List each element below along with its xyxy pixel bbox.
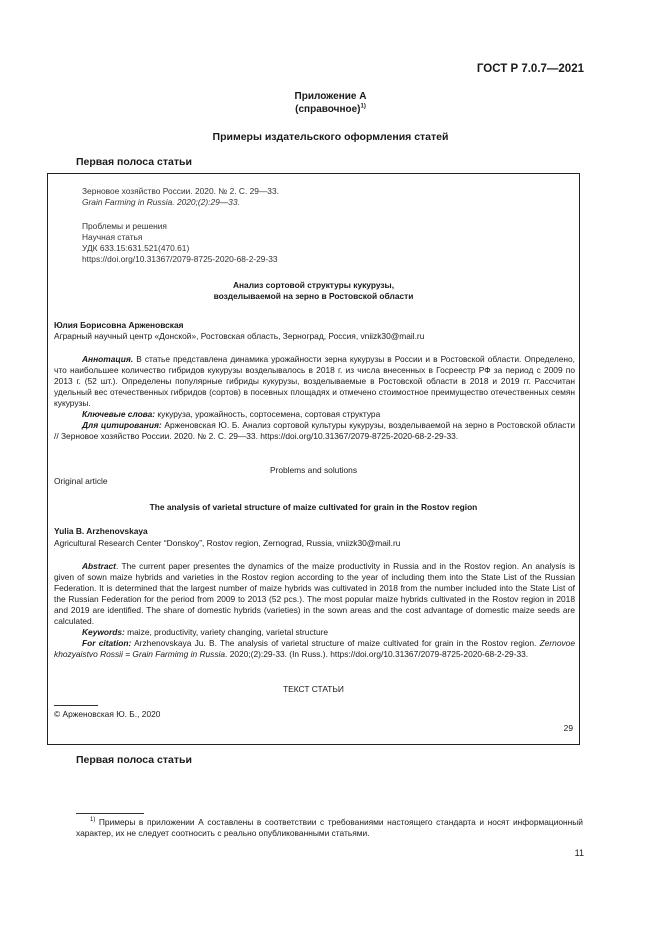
abstract-ru-text: В статье представлена динамика урожайности зерна кукурузы в России и в Ростовской области. Определено, что наибольшее количество гибридов кукурузы возделывалось в 2018 г. из числа внесенных в Госреестр РФ за период с 2009 по 2013 г. (52 шт.). Определены популярные гибриды кукурузы, возделываемые в Ростовской области в 2018 и 2019 гг. Рассчитан удельный вес отечественных гибридов (сортов) в посевных площадях и отмечено стоимостное преимущество отечественных семян кукурузы. bbox=[54, 354, 575, 408]
keywords-ru-text: кукуруза, урожайность, сортосемена, сортовая структура bbox=[155, 409, 381, 419]
citation-en-text-1: Arzhenovskaya Ju. B. The analysis of varietal structure of maize cultivated for grain in the Rostov region. bbox=[131, 638, 540, 648]
article-title-en: The analysis of varietal structure of maize cultivated for grain in the Rostov region bbox=[149, 502, 478, 512]
footnote bbox=[76, 817, 583, 839]
author-ru: Юлия Борисовна Арженовская bbox=[54, 320, 184, 330]
rubric-en: Problems and solutions bbox=[269, 465, 358, 475]
citation-en-text-2: . 2020;(2):29-33. (In Russ.). https://doi.org/10.31367/2079-8725-2020-68-2-29-33. bbox=[225, 649, 529, 659]
footnote-ref: 1) bbox=[360, 103, 366, 110]
article-title-ru bbox=[48, 280, 579, 302]
abstract-ru bbox=[54, 354, 575, 442]
doi: https://doi.org/10.31367/2079-8725-2020-68-2-29-33 bbox=[82, 254, 278, 264]
keywords-en-text: maize, productivity, variety changing, varietal structure bbox=[124, 627, 329, 637]
citation-en-label: For citation: bbox=[82, 638, 132, 648]
rubric: Проблемы и решения bbox=[82, 221, 167, 231]
appendix-subtitle-text: (справочное) bbox=[295, 104, 361, 115]
abstract-en bbox=[54, 561, 575, 660]
citation-en-journal: Zernovoe khozyaistvo Rossii = Grain Farmimg in Russia bbox=[54, 638, 575, 659]
source-ru: Зерновое хозяйство России. 2020. № 2. С. 29—33. bbox=[82, 186, 279, 196]
footnote-rule bbox=[76, 813, 144, 814]
article-type: Научная статья bbox=[82, 232, 143, 242]
citation-ru bbox=[54, 420, 575, 442]
udc: УДК 633.15:631.521(470.61) bbox=[82, 243, 190, 253]
abstract-en-label: Abstract bbox=[82, 561, 116, 571]
copyright: © Арженовская Ю. Б., 2020 bbox=[54, 709, 161, 719]
affiliation-ru: Аграрный научный центр «Донской», Ростовская область, Зерноград, Россия, vniizk30@mail.ru bbox=[54, 331, 425, 341]
title-line-1: Анализ сортовой структуры кукурузы, bbox=[232, 280, 395, 290]
author-en: Yulia B. Arzhenovskaya bbox=[54, 526, 148, 536]
citation-ru-text: Арженовская Ю. Б. Анализ сортовой культуры кукурузы, возделываемой на зерно в Ростовской области // Зерновое хозяйство России. 2020. № 2. С. 29—33. https://doi.org/10.31367/2079-8725-2020-68-2-29-33. bbox=[54, 420, 575, 441]
page-number: 11 bbox=[574, 848, 584, 858]
body-placeholder: ТЕКСТ СТАТЬИ bbox=[283, 684, 344, 694]
section-heading-top: Первая полоса статьи bbox=[76, 156, 192, 168]
source-en: Grain Farming in Russia. 2020;(2):29—33. bbox=[82, 197, 240, 207]
abstract-ru-label: Аннотация. bbox=[82, 354, 134, 364]
citation-en bbox=[54, 638, 575, 660]
keywords-en-label: Keywords: bbox=[82, 627, 125, 637]
appendix-title: Приложение А bbox=[294, 91, 367, 102]
article-type-en: Original article bbox=[54, 476, 108, 486]
footnote-marker: 1) bbox=[90, 817, 96, 824]
abstract-en-text: . The current paper presentes the dynamics of the maize productivity in Russia and in the Rostov region. An analysis is given of sown maize hybrids and varieties in the Rostov region according to the year of including them into the State List of the Russian Federation. It is determined that the largest number of maize hybrids was cultivated in 2018 from the number included into the State List of the Russian Federation for the period from 2009 to 2013 (52 pcs.). The most popular maize hybrids cultivated in the Rostov region in 2018 and 2019 are identified. The share of domestic hybrids (varieties) in the sown areas and the cost advantage of domestic maize seeds are calculated. bbox=[54, 561, 575, 626]
meta-block bbox=[82, 221, 542, 265]
section-heading-bottom: Первая полоса статьи bbox=[76, 754, 192, 766]
footnote-text: Примеры в приложении А составлены в соответствии с требованиями настоящего стандарта и носят информационный характер, их не следует соотносить с реально опубликованными статьями. bbox=[76, 817, 583, 838]
article-page-number: 29 bbox=[563, 723, 573, 733]
appendix-subtitle bbox=[0, 104, 661, 115]
affiliation-en: Agricultural Research Center “Donskoy”, Rostov region, Zernograd, Russia, vniizk30@mail.ru bbox=[54, 538, 401, 548]
keywords-ru bbox=[54, 409, 575, 420]
copyright-rule bbox=[54, 705, 98, 706]
source-block bbox=[82, 186, 542, 208]
standard-designation: ГОСТ Р 7.0.7—2021 bbox=[476, 63, 584, 75]
article-sample-frame bbox=[47, 173, 580, 745]
title-line-2: возделываемой на зерно в Ростовской области bbox=[213, 291, 414, 301]
citation-ru-label: Для цитирования: bbox=[82, 420, 162, 430]
keywords-en bbox=[54, 627, 575, 638]
appendix-heading: Примеры издательского оформления статей bbox=[212, 131, 449, 143]
keywords-ru-label: Ключевые слова: bbox=[82, 409, 156, 419]
